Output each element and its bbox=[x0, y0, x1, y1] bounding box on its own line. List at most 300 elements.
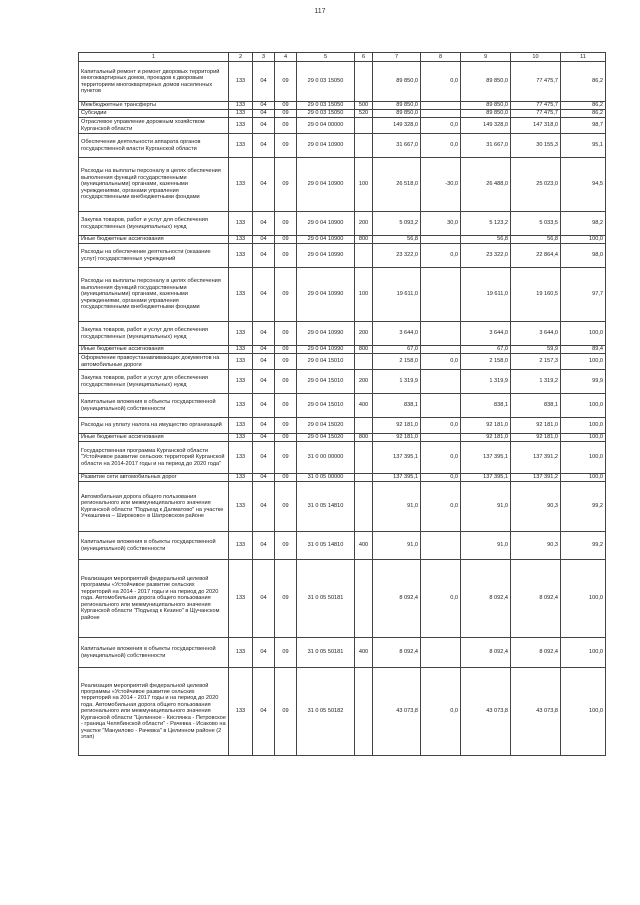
cell-vr: 400 bbox=[355, 394, 373, 418]
cell-pr: 09 bbox=[275, 102, 297, 110]
cell-exec: 56,8 bbox=[511, 236, 561, 244]
cell-vr bbox=[355, 62, 373, 102]
cell-grbs: 133 bbox=[229, 482, 253, 532]
cell-pct: 100,0 bbox=[561, 394, 606, 418]
cell-plan: 8 092,4 bbox=[373, 560, 421, 638]
cell-pct: 100,0 bbox=[561, 668, 606, 756]
cell-change: -30,0 bbox=[421, 158, 461, 212]
cell-grbs: 133 bbox=[229, 62, 253, 102]
column-header: 3 bbox=[253, 53, 275, 62]
cell-plan: 23 322,0 bbox=[373, 244, 421, 268]
cell-vr bbox=[355, 134, 373, 158]
cell-vr: 400 bbox=[355, 638, 373, 668]
cell-change: 0,0 bbox=[421, 134, 461, 158]
cell-total: 92 181,0 bbox=[461, 434, 511, 442]
cell-plan: 91,0 bbox=[373, 532, 421, 560]
cell-pr: 09 bbox=[275, 532, 297, 560]
cell-name: Иные бюджетные ассигнования bbox=[79, 236, 229, 244]
cell-vr bbox=[355, 118, 373, 134]
cell-change bbox=[421, 236, 461, 244]
cell-pr: 09 bbox=[275, 158, 297, 212]
cell-csr: 31 0 05 50181 bbox=[297, 638, 355, 668]
cell-plan: 1 319,9 bbox=[373, 370, 421, 394]
cell-name: Отраслевое управление дорожным хозяйством Курганской области bbox=[79, 118, 229, 134]
cell-plan: 26 518,0 bbox=[373, 158, 421, 212]
cell-grbs: 133 bbox=[229, 560, 253, 638]
cell-rz: 04 bbox=[253, 118, 275, 134]
cell-total: 91,0 bbox=[461, 532, 511, 560]
cell-rz: 04 bbox=[253, 244, 275, 268]
cell-rz: 04 bbox=[253, 322, 275, 346]
cell-pr: 09 bbox=[275, 418, 297, 434]
cell-exec: 8 092,4 bbox=[511, 638, 561, 668]
cell-csr: 29 0 04 10900 bbox=[297, 134, 355, 158]
cell-name: Государственная программа Курганской области "Устойчивое развитие сельских территорий Курганской области на 2014-2017 годы и на период до 2020 года" bbox=[79, 442, 229, 474]
cell-grbs: 133 bbox=[229, 134, 253, 158]
cell-total: 23 322,0 bbox=[461, 244, 511, 268]
cell-plan: 5 093,2 bbox=[373, 212, 421, 236]
table-row bbox=[79, 244, 606, 268]
cell-grbs: 133 bbox=[229, 638, 253, 668]
table-row bbox=[79, 394, 606, 418]
cell-name: Расходы на выплаты персоналу в целях обеспечения выполнения функций государственными (муниципальными) органами, казенными учреждениями, органами управления государственными внебюджетными фондами bbox=[79, 268, 229, 322]
table-header-row bbox=[79, 53, 606, 62]
table-row bbox=[79, 370, 606, 394]
cell-pct: 100,0 bbox=[561, 434, 606, 442]
cell-name: Капитальные вложения в объекты государственной (муниципальной) собственности bbox=[79, 638, 229, 668]
column-header: 1 bbox=[79, 53, 229, 62]
cell-pct: 86,2 bbox=[561, 62, 606, 102]
column-header: 10 bbox=[511, 53, 561, 62]
cell-pct: 95,1 bbox=[561, 134, 606, 158]
cell-name: Закупка товаров, работ и услуг для обеспечения государственных (муниципальных) нужд bbox=[79, 322, 229, 346]
cell-change: 0,0 bbox=[421, 118, 461, 134]
cell-grbs: 133 bbox=[229, 110, 253, 118]
cell-vr: 200 bbox=[355, 370, 373, 394]
cell-pct: 100,0 bbox=[561, 474, 606, 482]
cell-rz: 04 bbox=[253, 474, 275, 482]
cell-csr: 29 0 04 15010 bbox=[297, 370, 355, 394]
cell-plan: 43 073,8 bbox=[373, 668, 421, 756]
cell-plan: 31 667,0 bbox=[373, 134, 421, 158]
cell-pr: 09 bbox=[275, 560, 297, 638]
table-row bbox=[79, 442, 606, 474]
cell-vr bbox=[355, 474, 373, 482]
cell-grbs: 133 bbox=[229, 434, 253, 442]
cell-total: 92 181,0 bbox=[461, 418, 511, 434]
cell-change bbox=[421, 102, 461, 110]
cell-csr: 31 0 05 14810 bbox=[297, 482, 355, 532]
column-header: 5 bbox=[297, 53, 355, 62]
cell-name: Реализация мероприятий федеральной целевой программы «Устойчивое развитие сельских территорий на 2014 - 2017 годы и на период до 2020 года. Автомобильная дорога общего пользования регионального или межмуниципального значения Курганской области "Подъезд к Кезино" в Щучанском районе bbox=[79, 560, 229, 638]
cell-vr: 100 bbox=[355, 268, 373, 322]
cell-change bbox=[421, 110, 461, 118]
cell-change: 0,0 bbox=[421, 354, 461, 370]
cell-name: Закупка товаров, работ и услуг для обеспечения государственных (муниципальных) нужд bbox=[79, 212, 229, 236]
cell-exec: 3 644,0 bbox=[511, 322, 561, 346]
cell-total: 149 328,0 bbox=[461, 118, 511, 134]
cell-pct: 86,2 bbox=[561, 102, 606, 110]
cell-csr: 29 0 04 00000 bbox=[297, 118, 355, 134]
cell-grbs: 133 bbox=[229, 370, 253, 394]
table-row bbox=[79, 268, 606, 322]
cell-grbs: 133 bbox=[229, 158, 253, 212]
cell-exec: 90,3 bbox=[511, 532, 561, 560]
cell-total: 89 850,0 bbox=[461, 62, 511, 102]
cell-rz: 04 bbox=[253, 418, 275, 434]
table-row bbox=[79, 354, 606, 370]
cell-exec: 43 073,8 bbox=[511, 668, 561, 756]
cell-change: 0,0 bbox=[421, 62, 461, 102]
cell-vr: 800 bbox=[355, 434, 373, 442]
cell-csr: 31 0 05 50182 bbox=[297, 668, 355, 756]
cell-pct: 99,2 bbox=[561, 482, 606, 532]
cell-pct: 98,2 bbox=[561, 212, 606, 236]
cell-csr: 29 0 04 10990 bbox=[297, 346, 355, 354]
cell-pr: 09 bbox=[275, 474, 297, 482]
cell-change: 0,0 bbox=[421, 244, 461, 268]
cell-csr: 31 0 05 00000 bbox=[297, 474, 355, 482]
cell-pr: 09 bbox=[275, 110, 297, 118]
cell-rz: 04 bbox=[253, 110, 275, 118]
cell-csr: 29 0 04 10990 bbox=[297, 322, 355, 346]
cell-rz: 04 bbox=[253, 212, 275, 236]
cell-total: 43 073,8 bbox=[461, 668, 511, 756]
cell-name: Субсидии bbox=[79, 110, 229, 118]
column-header: 9 bbox=[461, 53, 511, 62]
cell-total: 89 850,0 bbox=[461, 110, 511, 118]
cell-pct: 89,4 bbox=[561, 346, 606, 354]
cell-change: 0,0 bbox=[421, 668, 461, 756]
cell-exec: 137 391,2 bbox=[511, 442, 561, 474]
cell-exec: 59,9 bbox=[511, 346, 561, 354]
cell-pr: 09 bbox=[275, 268, 297, 322]
cell-rz: 04 bbox=[253, 354, 275, 370]
cell-csr: 29 0 03 15050 bbox=[297, 102, 355, 110]
cell-pct: 100,0 bbox=[561, 236, 606, 244]
cell-pr: 09 bbox=[275, 134, 297, 158]
cell-csr: 31 0 05 14810 bbox=[297, 532, 355, 560]
cell-rz: 04 bbox=[253, 394, 275, 418]
cell-plan: 8 092,4 bbox=[373, 638, 421, 668]
cell-total: 19 611,0 bbox=[461, 268, 511, 322]
cell-csr: 31 0 05 50181 bbox=[297, 560, 355, 638]
cell-rz: 04 bbox=[253, 668, 275, 756]
cell-name: Закупка товаров, работ и услуг для обеспечения государственных (муниципальных) нужд bbox=[79, 370, 229, 394]
cell-pr: 09 bbox=[275, 638, 297, 668]
page-number: 117 bbox=[314, 8, 326, 15]
cell-exec: 77 475,7 bbox=[511, 102, 561, 110]
table-row bbox=[79, 118, 606, 134]
cell-pr: 09 bbox=[275, 62, 297, 102]
column-header: 8 bbox=[421, 53, 461, 62]
column-header: 11 bbox=[561, 53, 606, 62]
cell-rz: 04 bbox=[253, 532, 275, 560]
cell-total: 31 667,0 bbox=[461, 134, 511, 158]
cell-grbs: 133 bbox=[229, 102, 253, 110]
cell-plan: 92 181,0 bbox=[373, 418, 421, 434]
cell-total: 8 092,4 bbox=[461, 638, 511, 668]
cell-grbs: 133 bbox=[229, 268, 253, 322]
cell-plan: 149 328,0 bbox=[373, 118, 421, 134]
table-row bbox=[79, 638, 606, 668]
cell-total: 26 488,0 bbox=[461, 158, 511, 212]
column-header: 2 bbox=[229, 53, 253, 62]
cell-exec: 137 391,2 bbox=[511, 474, 561, 482]
table-row bbox=[79, 62, 606, 102]
cell-csr: 29 0 04 10900 bbox=[297, 236, 355, 244]
cell-plan: 838,1 bbox=[373, 394, 421, 418]
cell-rz: 04 bbox=[253, 236, 275, 244]
cell-pr: 09 bbox=[275, 118, 297, 134]
cell-vr: 400 bbox=[355, 532, 373, 560]
cell-pct: 100,0 bbox=[561, 442, 606, 474]
cell-csr: 29 0 03 15050 bbox=[297, 62, 355, 102]
cell-pct: 97,7 bbox=[561, 268, 606, 322]
cell-exec: 92 181,0 bbox=[511, 418, 561, 434]
cell-pct: 99,9 bbox=[561, 370, 606, 394]
cell-exec: 8 092,4 bbox=[511, 560, 561, 638]
cell-total: 8 092,4 bbox=[461, 560, 511, 638]
cell-vr: 200 bbox=[355, 322, 373, 346]
cell-vr bbox=[355, 418, 373, 434]
table-body bbox=[79, 62, 606, 756]
table-row bbox=[79, 434, 606, 442]
cell-vr: 500 bbox=[355, 102, 373, 110]
cell-total: 5 123,2 bbox=[461, 212, 511, 236]
cell-total: 137 395,1 bbox=[461, 474, 511, 482]
table-row bbox=[79, 102, 606, 110]
cell-pr: 09 bbox=[275, 434, 297, 442]
column-header: 6 bbox=[355, 53, 373, 62]
cell-vr bbox=[355, 244, 373, 268]
cell-plan: 89 850,0 bbox=[373, 110, 421, 118]
cell-pct: 100,0 bbox=[561, 638, 606, 668]
cell-change bbox=[421, 370, 461, 394]
cell-grbs: 133 bbox=[229, 442, 253, 474]
cell-pr: 09 bbox=[275, 244, 297, 268]
cell-plan: 137 395,1 bbox=[373, 474, 421, 482]
cell-name: Развитие сети автомобильных дорог bbox=[79, 474, 229, 482]
cell-total: 91,0 bbox=[461, 482, 511, 532]
cell-change: 0,0 bbox=[421, 482, 461, 532]
cell-csr: 29 0 04 10900 bbox=[297, 212, 355, 236]
cell-pr: 09 bbox=[275, 482, 297, 532]
cell-plan: 91,0 bbox=[373, 482, 421, 532]
cell-csr: 29 0 04 15010 bbox=[297, 354, 355, 370]
cell-pct: 86,2 bbox=[561, 110, 606, 118]
cell-pct: 99,2 bbox=[561, 532, 606, 560]
cell-plan: 3 644,0 bbox=[373, 322, 421, 346]
cell-grbs: 133 bbox=[229, 236, 253, 244]
cell-name: Капитальный ремонт и ремонт дворовых территорий многоквартирных домов, проездов к дворовым территориям многоквартирных домов населенных пунктов bbox=[79, 62, 229, 102]
cell-csr: 31 0 00 00000 bbox=[297, 442, 355, 474]
cell-csr: 29 0 03 15050 bbox=[297, 110, 355, 118]
table-row bbox=[79, 560, 606, 638]
cell-plan: 137 395,1 bbox=[373, 442, 421, 474]
column-header: 4 bbox=[275, 53, 297, 62]
cell-rz: 04 bbox=[253, 560, 275, 638]
budget-table bbox=[78, 52, 606, 756]
cell-rz: 04 bbox=[253, 102, 275, 110]
cell-pct: 100,0 bbox=[561, 322, 606, 346]
cell-exec: 25 023,0 bbox=[511, 158, 561, 212]
table-row bbox=[79, 474, 606, 482]
cell-change: 30,0 bbox=[421, 212, 461, 236]
cell-rz: 04 bbox=[253, 434, 275, 442]
cell-pct: 100,0 bbox=[561, 418, 606, 434]
cell-name: Расходы на обеспечение деятельности (оказание услуг) государственных учреждений bbox=[79, 244, 229, 268]
table-row bbox=[79, 322, 606, 346]
cell-change: 0,0 bbox=[421, 560, 461, 638]
cell-vr bbox=[355, 354, 373, 370]
table-row bbox=[79, 668, 606, 756]
cell-pr: 09 bbox=[275, 322, 297, 346]
cell-exec: 5 033,5 bbox=[511, 212, 561, 236]
cell-plan: 67,0 bbox=[373, 346, 421, 354]
cell-pr: 09 bbox=[275, 668, 297, 756]
table-row bbox=[79, 418, 606, 434]
table-row bbox=[79, 532, 606, 560]
cell-exec: 77 475,7 bbox=[511, 62, 561, 102]
cell-grbs: 133 bbox=[229, 532, 253, 560]
cell-plan: 56,8 bbox=[373, 236, 421, 244]
cell-exec: 90,3 bbox=[511, 482, 561, 532]
cell-grbs: 133 bbox=[229, 118, 253, 134]
cell-vr bbox=[355, 560, 373, 638]
cell-grbs: 133 bbox=[229, 668, 253, 756]
cell-plan: 2 158,0 bbox=[373, 354, 421, 370]
cell-rz: 04 bbox=[253, 442, 275, 474]
cell-plan: 89 850,0 bbox=[373, 102, 421, 110]
cell-total: 838,1 bbox=[461, 394, 511, 418]
table-row bbox=[79, 212, 606, 236]
cell-grbs: 133 bbox=[229, 354, 253, 370]
cell-exec: 77 475,7 bbox=[511, 110, 561, 118]
cell-vr bbox=[355, 442, 373, 474]
cell-pr: 09 bbox=[275, 346, 297, 354]
cell-csr: 29 0 04 15010 bbox=[297, 394, 355, 418]
cell-change bbox=[421, 346, 461, 354]
cell-vr: 800 bbox=[355, 346, 373, 354]
column-header: 7 bbox=[373, 53, 421, 62]
cell-name: Капитальные вложения в объекты государственной (муниципальной) собственности bbox=[79, 532, 229, 560]
cell-pct: 100,0 bbox=[561, 354, 606, 370]
cell-vr: 200 bbox=[355, 212, 373, 236]
cell-grbs: 133 bbox=[229, 474, 253, 482]
cell-exec: 838,1 bbox=[511, 394, 561, 418]
cell-exec: 22 864,4 bbox=[511, 244, 561, 268]
cell-grbs: 133 bbox=[229, 346, 253, 354]
cell-grbs: 133 bbox=[229, 212, 253, 236]
cell-exec: 92 181,0 bbox=[511, 434, 561, 442]
cell-change bbox=[421, 532, 461, 560]
cell-name: Межбюджетные трансферты bbox=[79, 102, 229, 110]
cell-change bbox=[421, 394, 461, 418]
cell-change: 0,0 bbox=[421, 442, 461, 474]
cell-total: 1 319,9 bbox=[461, 370, 511, 394]
table-row bbox=[79, 482, 606, 532]
cell-rz: 04 bbox=[253, 268, 275, 322]
cell-grbs: 133 bbox=[229, 244, 253, 268]
table-row bbox=[79, 134, 606, 158]
cell-total: 3 644,0 bbox=[461, 322, 511, 346]
cell-name: Иные бюджетные ассигнования bbox=[79, 434, 229, 442]
cell-name: Оформление правоустанавливающих документов на автомобильные дороги bbox=[79, 354, 229, 370]
cell-vr bbox=[355, 482, 373, 532]
table-row bbox=[79, 158, 606, 212]
cell-name: Иные бюджетные ассигнования bbox=[79, 346, 229, 354]
cell-grbs: 133 bbox=[229, 418, 253, 434]
cell-csr: 29 0 04 10900 bbox=[297, 158, 355, 212]
cell-plan: 89 850,0 bbox=[373, 62, 421, 102]
cell-vr: 800 bbox=[355, 236, 373, 244]
table-row bbox=[79, 346, 606, 354]
cell-rz: 04 bbox=[253, 158, 275, 212]
cell-name: Обеспечение деятельности аппарата органов государственной власти Курганской области bbox=[79, 134, 229, 158]
cell-rz: 04 bbox=[253, 482, 275, 532]
cell-plan: 19 611,0 bbox=[373, 268, 421, 322]
cell-name: Реализация мероприятий федеральной целевой программы «Устойчивое развитие сельских территорий на 2014 - 2017 годы и на период до 2020 года. Автомобильная дорога общего пользования регионального или межмуниципального значения Курганской области "Целинное - Кислянка - Петровское - граница Челябинской области" - Рачевка - Исаково на участке "Мануилово - Рачевка" в Целинном районе (2 этап) bbox=[79, 668, 229, 756]
cell-change: 0,0 bbox=[421, 418, 461, 434]
cell-exec: 30 155,3 bbox=[511, 134, 561, 158]
cell-pr: 09 bbox=[275, 212, 297, 236]
cell-csr: 29 0 04 10990 bbox=[297, 244, 355, 268]
cell-pct: 98,7 bbox=[561, 118, 606, 134]
cell-name: Капитальные вложения в объекты государственной (муниципальной) собственности bbox=[79, 394, 229, 418]
cell-pct: 98,0 bbox=[561, 244, 606, 268]
cell-change bbox=[421, 322, 461, 346]
cell-grbs: 133 bbox=[229, 394, 253, 418]
cell-rz: 04 bbox=[253, 370, 275, 394]
cell-exec: 2 157,3 bbox=[511, 354, 561, 370]
cell-total: 67,0 bbox=[461, 346, 511, 354]
cell-total: 137 395,1 bbox=[461, 442, 511, 474]
cell-csr: 29 0 04 15020 bbox=[297, 418, 355, 434]
cell-pr: 09 bbox=[275, 354, 297, 370]
cell-change bbox=[421, 638, 461, 668]
cell-rz: 04 bbox=[253, 134, 275, 158]
cell-pct: 94,5 bbox=[561, 158, 606, 212]
cell-plan: 92 181,0 bbox=[373, 434, 421, 442]
cell-rz: 04 bbox=[253, 638, 275, 668]
table-row bbox=[79, 236, 606, 244]
cell-exec: 147 318,0 bbox=[511, 118, 561, 134]
cell-vr: 100 bbox=[355, 158, 373, 212]
table-row bbox=[79, 110, 606, 118]
cell-grbs: 133 bbox=[229, 322, 253, 346]
cell-total: 89 850,0 bbox=[461, 102, 511, 110]
cell-pr: 09 bbox=[275, 236, 297, 244]
cell-vr: 520 bbox=[355, 110, 373, 118]
cell-vr bbox=[355, 668, 373, 756]
cell-csr: 29 0 04 15020 bbox=[297, 434, 355, 442]
cell-rz: 04 bbox=[253, 62, 275, 102]
cell-total: 56,8 bbox=[461, 236, 511, 244]
cell-csr: 29 0 04 10990 bbox=[297, 268, 355, 322]
cell-name: Расходы на выплаты персоналу в целях обеспечения выполнения функций государственными (муниципальными) органами, казенными учреждениями, органами управления государственными внебюджетными фондами bbox=[79, 158, 229, 212]
cell-name: Расходы на уплату налога на имущество организаций bbox=[79, 418, 229, 434]
cell-name: Автомобильная дорога общего пользования регионального или межмуниципального значения Курганской области "Подъезд к Далматово" на участке Учкашлина – Широково» в Шатровском районе bbox=[79, 482, 229, 532]
cell-exec: 19 160,5 bbox=[511, 268, 561, 322]
cell-rz: 04 bbox=[253, 346, 275, 354]
cell-pr: 09 bbox=[275, 370, 297, 394]
cell-exec: 1 319,2 bbox=[511, 370, 561, 394]
cell-pr: 09 bbox=[275, 442, 297, 474]
cell-change bbox=[421, 434, 461, 442]
cell-total: 2 158,0 bbox=[461, 354, 511, 370]
cell-change: 0,0 bbox=[421, 474, 461, 482]
